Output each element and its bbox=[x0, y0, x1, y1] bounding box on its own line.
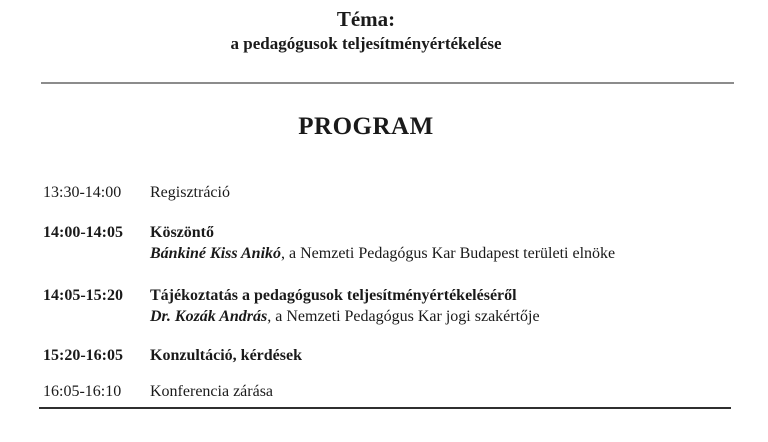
program-item-details bbox=[150, 222, 615, 264]
top-divider-rule bbox=[41, 82, 734, 84]
speaker-description: , a Nemzeti Pedagógus Kar Budapest területi elnöke bbox=[281, 245, 616, 262]
program-item-details bbox=[150, 285, 540, 327]
program-item-time: 14:05-15:20 bbox=[43, 287, 123, 304]
program-item-title: Tájékoztatás a pedagógusok teljesítményértékeléséről bbox=[150, 287, 517, 304]
program-item-time: 15:20-16:05 bbox=[43, 347, 123, 364]
program-item-details bbox=[150, 345, 302, 366]
program-item-welcome bbox=[43, 222, 615, 264]
speaker-name: Dr. Kozák András bbox=[150, 308, 268, 325]
program-item-briefing bbox=[43, 285, 540, 327]
program-item-details bbox=[150, 381, 273, 402]
program-item-speaker-line bbox=[150, 306, 540, 327]
program-item-title: Konferencia zárása bbox=[150, 383, 274, 400]
program-title: PROGRAM bbox=[298, 113, 434, 140]
theme-subtitle: a pedagógusok teljesítményértékelése bbox=[230, 34, 502, 53]
program-item-speaker-line bbox=[150, 243, 615, 264]
program-item-details bbox=[150, 182, 230, 203]
program-item-time: 14:00-14:05 bbox=[43, 224, 123, 241]
program-item-closing bbox=[43, 381, 273, 402]
bottom-divider-rule bbox=[39, 407, 731, 409]
theme-label: Téma: bbox=[336, 7, 396, 31]
program-item-title: Konzultáció, kérdések bbox=[150, 347, 302, 364]
program-item-title: Regisztráció bbox=[150, 184, 230, 201]
speaker-description: , a Nemzeti Pedagógus Kar jogi szakértője bbox=[267, 308, 540, 325]
theme-heading-block bbox=[0, 7, 732, 56]
program-item-registration bbox=[43, 182, 230, 203]
program-item-consultation bbox=[43, 345, 302, 366]
program-item-time: 16:05-16:10 bbox=[43, 383, 122, 400]
speaker-name: Bánkiné Kiss Anikó bbox=[150, 245, 282, 262]
program-item-time: 13:30-14:00 bbox=[43, 184, 122, 201]
program-item-title: Köszöntő bbox=[150, 224, 214, 241]
